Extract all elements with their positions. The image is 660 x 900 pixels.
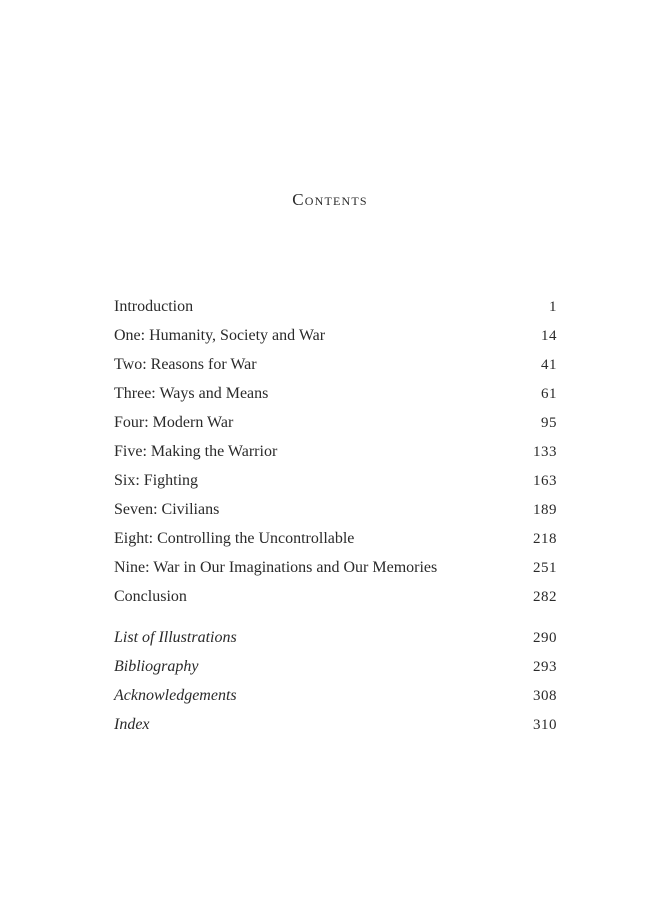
section-spacer	[114, 611, 557, 623]
toc-entry-label: One: Humanity, Society and War	[114, 327, 326, 344]
toc-entry-label: Bibliography	[114, 658, 199, 675]
toc-row-introduction	[114, 292, 557, 321]
toc-row-conclusion	[114, 582, 557, 611]
toc-page-number: 189	[533, 502, 557, 518]
toc-row-list-of-illustrations	[114, 623, 557, 652]
toc-page-number: 290	[533, 630, 557, 646]
toc-row-chapter-seven	[114, 495, 557, 524]
toc-entry-label: Seven: Civilians	[114, 501, 220, 518]
contents-title: Contents	[292, 190, 368, 209]
toc-page-number: 133	[533, 444, 557, 460]
table-of-contents	[114, 292, 557, 739]
toc-page-number: 41	[541, 357, 557, 373]
toc-entry-label: Five: Making the Warrior	[114, 443, 278, 460]
toc-row-chapter-eight	[114, 524, 557, 553]
toc-page-number: 251	[533, 560, 557, 576]
toc-page-number: 218	[533, 531, 557, 547]
toc-page-number: 282	[533, 589, 557, 605]
toc-entry-label: Acknowledgements	[114, 687, 237, 704]
toc-entry-label: Four: Modern War	[114, 414, 234, 431]
toc-entry-label: Index	[114, 716, 150, 733]
toc-entry-label: Conclusion	[114, 588, 187, 605]
toc-page-number: 163	[533, 473, 557, 489]
toc-row-chapter-five	[114, 437, 557, 466]
toc-entry-label: Nine: War in Our Imaginations and Our Memories	[114, 559, 438, 576]
toc-entry-label: Introduction	[114, 298, 194, 315]
toc-entry-label: List of Illustrations	[114, 629, 237, 646]
toc-page-number: 310	[533, 717, 557, 733]
toc-row-chapter-nine	[114, 553, 557, 582]
toc-row-bibliography	[114, 652, 557, 681]
toc-page-number: 14	[541, 328, 557, 344]
toc-row-chapter-four	[114, 408, 557, 437]
toc-page-number: 95	[541, 415, 557, 431]
toc-entry-label: Six: Fighting	[114, 472, 199, 489]
toc-page-number: 293	[533, 659, 557, 675]
toc-entry-label: Eight: Controlling the Uncontrollable	[114, 530, 355, 547]
toc-entry-label: Three: Ways and Means	[114, 385, 269, 402]
toc-row-acknowledgements	[114, 681, 557, 710]
toc-row-chapter-two	[114, 350, 557, 379]
toc-page-number: 308	[533, 688, 557, 704]
toc-page-number: 61	[541, 386, 557, 402]
toc-entry-label: Two: Reasons for War	[114, 356, 257, 373]
toc-row-index	[114, 710, 557, 739]
toc-row-chapter-one	[114, 321, 557, 350]
toc-page-number: 1	[549, 299, 557, 315]
toc-row-chapter-three	[114, 379, 557, 408]
toc-row-chapter-six	[114, 466, 557, 495]
